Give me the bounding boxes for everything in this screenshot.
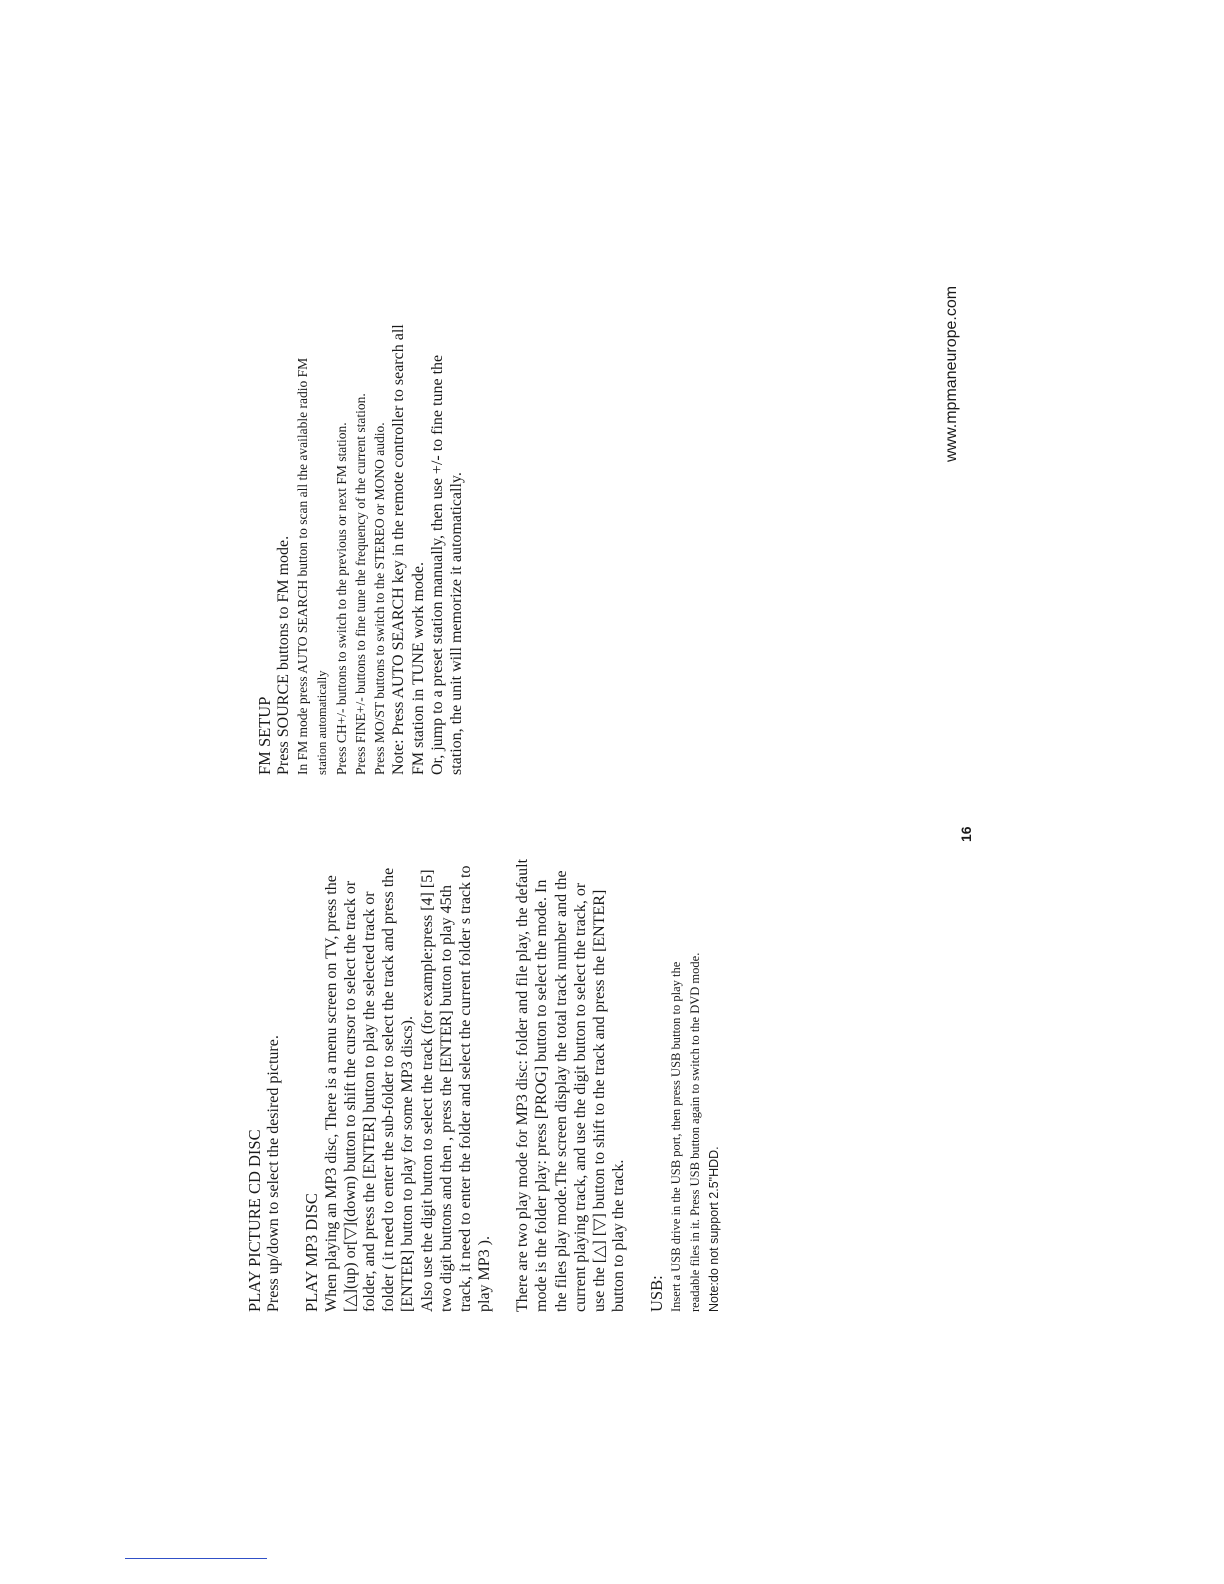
play-mp3-line: track, it need to enter the folder and select the current folder s track to xyxy=(456,865,474,1312)
fm-setup-line: Press FINE+/- buttons to fine tune the frequency of the current station. xyxy=(352,393,368,775)
usb-note: Note:do not support 2.5"HDD. xyxy=(706,1146,721,1312)
fm-setup-line: Note: Press AUTO SEARCH key in the remote controller to search all xyxy=(390,324,408,775)
play-mode-line: current playing track, and use the digit button to select the track, or xyxy=(571,882,589,1312)
play-mp3-line: two digit buttons and then , press the [ENTER] button to play 45th xyxy=(437,884,455,1312)
play-mode-line: the files play mode.The screen display the total track number and the xyxy=(552,870,570,1312)
fm-setup-line: In FM mode press AUTO SEARCH button to scan all the available radio FM xyxy=(295,357,311,775)
play-mp3-heading: PLAY MP3 DISC xyxy=(302,1193,322,1312)
play-picture-cd-heading: PLAY PICTURE CD DISC xyxy=(245,1129,264,1312)
play-mp3-line: folder ( it need to enter the sub-folder to select the track and press the xyxy=(380,867,398,1312)
play-mp3-line: Also use the digit button to select the track (for example:press [4] [5] xyxy=(418,869,436,1312)
play-mode-line: There are two play mode for MP3 disc: folder and file play, the default xyxy=(514,858,532,1312)
play-mode-line: button to play the track. xyxy=(610,1159,628,1312)
usb-line: Insert a USB drive in the USB port, then press USB button to play the xyxy=(668,961,683,1312)
play-mp3-line: [ENTER] button to play for some MP3 discs). xyxy=(399,1016,417,1312)
fm-setup-line: Press SOURCE buttons to FM mode. xyxy=(275,535,293,775)
footer-rule xyxy=(125,1558,267,1559)
fm-setup-line: Or, jump to a preset station manually, then use +/- to fine tune the xyxy=(428,354,446,775)
play-mode-line: mode is the folder play: press [PROG] button to select the mode. In xyxy=(533,879,551,1312)
play-mp3-line: [△](up) or[▽](down) button to shift the cursor to select the track or xyxy=(341,880,359,1312)
play-mp3-line: When playing an MP3 disc, There is a menu screen on TV, press the xyxy=(322,875,340,1312)
left-column xyxy=(245,859,724,1312)
fm-setup-line: FM station in TUNE work mode. xyxy=(409,561,427,775)
usb-heading: USB: xyxy=(647,1275,667,1312)
fm-setup-line: station automatically xyxy=(314,670,329,775)
play-mp3-line: folder, and press the [ENTER] button to play the selected track or xyxy=(360,891,378,1312)
play-picture-cd-text: Press up/down to select the desired picture. xyxy=(265,1035,283,1312)
fm-setup-heading: FM SETUP xyxy=(255,696,274,775)
fm-setup-line: Press CH+/- buttons to switch to the previous or next FM station. xyxy=(333,422,349,775)
right-column xyxy=(255,324,466,775)
play-mp3-line: play MP3 ). xyxy=(476,1236,494,1312)
page-number: 16 xyxy=(958,826,974,842)
website-url: www.mpmaneurope.com xyxy=(943,285,960,462)
play-mode-line: use the [△] [▽] button to shift to the track and press the [ENTER] xyxy=(591,889,608,1312)
usb-line: readable files in it. Press USB button again to switch to the DVD mode. xyxy=(687,952,702,1312)
fm-setup-line: station, the unit will memorize it automatically. xyxy=(447,472,465,775)
fm-setup-line: Press MO/ST buttons to switch to the STEREO or MONO audio. xyxy=(372,422,388,775)
